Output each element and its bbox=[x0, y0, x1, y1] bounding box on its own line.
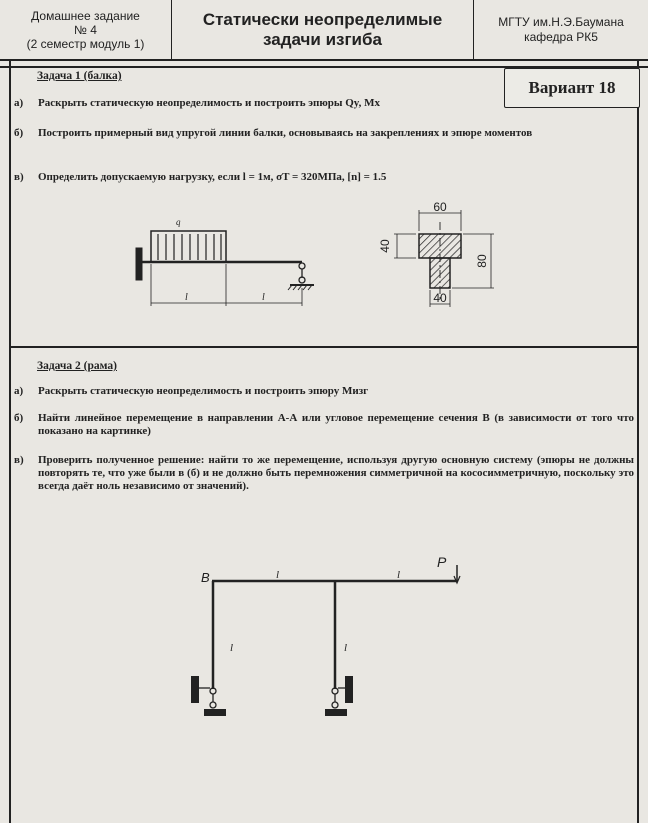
right-support-ground bbox=[325, 709, 347, 716]
force-p-label: P bbox=[437, 554, 447, 570]
task2-item-b-text: Найти линейное перемещение в направлении А-А или угловое перемещение сечения В (в зависимости от того что показано на картинке) bbox=[38, 412, 634, 437]
task1-title: Задача 1 (балка) bbox=[37, 70, 122, 82]
load-q-label: q bbox=[176, 217, 181, 227]
distributed-load-arrows bbox=[158, 234, 221, 260]
point-b-label: B bbox=[201, 570, 210, 585]
task1-item-c-text: Определить допускаемую нагрузку, если l = 1м, σT = 320МПа, [n] = 1.5 bbox=[38, 171, 387, 183]
task1-item-b-mark: б) bbox=[14, 127, 24, 139]
header-homework-number: № 4 bbox=[74, 23, 97, 37]
frame-span2-label: l bbox=[397, 569, 401, 581]
section-total-height: 80 bbox=[475, 254, 489, 268]
task1-item-a-text: Раскрыть статическую неопределимость и построить эпюры Qy, Mx bbox=[38, 97, 381, 109]
frame-col2-label: l bbox=[344, 642, 348, 654]
variant-badge: Вариант 18 bbox=[504, 68, 640, 108]
right-support-wall bbox=[345, 676, 353, 703]
section-top-width: 60 bbox=[433, 200, 447, 214]
frame-col1-label: l bbox=[230, 642, 234, 654]
task1-item-c-mark: в) bbox=[14, 171, 24, 183]
header-title-line2: задачи изгиба bbox=[263, 30, 382, 49]
distributed-load-area bbox=[151, 231, 226, 262]
header-title-line1: Статически неопределимые bbox=[202, 10, 443, 29]
right-support-pin-bottom bbox=[332, 702, 338, 708]
left-support-wall bbox=[191, 676, 199, 703]
header-semester-module: (2 семестр модуль 1) bbox=[26, 37, 145, 51]
section-flange-height: 40 bbox=[378, 239, 392, 253]
fixed-support-wall bbox=[136, 248, 142, 280]
beam-diagram bbox=[136, 231, 314, 306]
pin-support-top bbox=[299, 263, 305, 269]
span1-label: l bbox=[185, 292, 188, 303]
span2-label: l bbox=[262, 292, 265, 303]
header-university-name: МГТУ им.Н.Э.Баумана bbox=[498, 15, 624, 29]
task2-item-c-text: Проверить полученное решение: найти то же перемещение, используя другую основную систему (эпюры не должны повторять те, что уже были в (б) и не должно быть перемножения симметричной на кососимметричную, поскольку это всегда даёт ноль независимо от значений). bbox=[38, 454, 634, 492]
task1-item-a-mark: а) bbox=[14, 97, 24, 109]
header-homework-label: Домашнее задание bbox=[31, 9, 140, 23]
frame-span1-label: l bbox=[276, 569, 280, 581]
left-support-ground bbox=[204, 709, 226, 716]
task1-item-b-text: Построить примерный вид упругой линии балки, основываясь на закреплениях и эпюре моментов bbox=[38, 127, 533, 139]
task2-item-a-mark: а) bbox=[14, 385, 24, 397]
section-web-width: 40 bbox=[433, 291, 447, 305]
task2-item-b-mark: б) bbox=[14, 412, 24, 424]
task2-item-c-mark: в) bbox=[14, 454, 24, 466]
task2-title: Задача 2 (рама) bbox=[37, 360, 117, 372]
left-support-pin-bottom bbox=[210, 702, 216, 708]
task2-item-a-text: Раскрыть статическую неопределимость и построить эпюру Mизг bbox=[38, 385, 369, 397]
header-department: кафедра РК5 bbox=[524, 30, 598, 44]
frame-diagram bbox=[191, 565, 460, 716]
